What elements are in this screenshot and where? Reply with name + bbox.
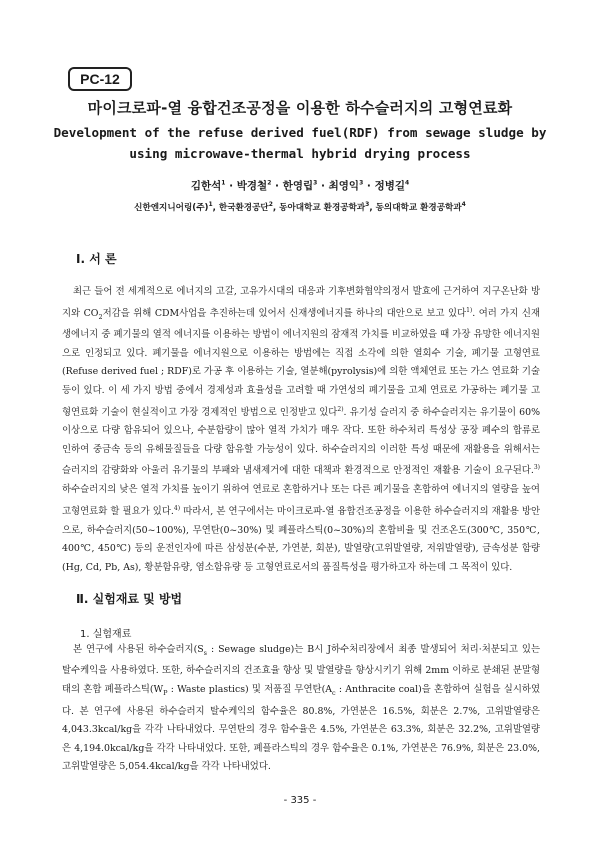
affiliation-1: 신한엔지니어링(주)$^1$	[134, 201, 213, 213]
subsection-title-materials: 1. 실험재료	[80, 629, 132, 640]
title-en-line-2: using microwave-thermal hybrid drying process	[129, 146, 471, 161]
author-5: 정병길$^4$	[374, 179, 410, 192]
affiliation-list: 신한엔지니어링(주)$^1$, 한국환경공단$^2$, 동아대학교 환경공학과$^3$, 동의대학교 환경공학과$^4$	[134, 201, 466, 213]
title-en-line-1: Development of the refuse derived fuel(RDF) from sewage sludge by	[53, 125, 547, 140]
author-3: 한영립$^3$	[282, 179, 318, 192]
materials-paragraph: 본 연구에 사용된 하수슬러지($S_s$ : Sewage sludge)는 B시 J하수처리장에서 최종 발생되어 처리·처분되고 있는 탈수케익을 사용하였다. 또한, 하수슬러지의 건조효율 향상 및 발열량을 향상시키기 위해 2mm 이하로 분쇄된 분말형태의 혼합 폐플라스틱($W_P$ : Waste plastics) 및 저품질 무연탄($A_c$ : Anthracite coal)을 혼합하여 실험을 실시하였다. 본 연구에 사용된 하수슬러지 탈수케익의 함수율은 80.8%, 가연분은 16.5%, 회분은 2.7%, 고위발열량은 4,043.3kcal/kg을 각각 나타내었다. 무연탄의 경우 함수율은 4.5%, 가연분은 63.3%, 회분은 32.2%, 고위발열량은 4,194.0kcal/kg을 각각 나타내었다. 또한, 폐플라스틱의 경우 함수율은 0.1%, 가연분은 76.9%, 회분은 23.0%, 고위발열량은 5,054.4kcal/kg을 각각 나타내었다.	[62, 644, 541, 773]
introduction-paragraph: 최근 들어 전 세계적으로 에너지의 고갈, 고유가시대의 대응과 기후변화협약의정서 발효에 근거하여 지구온난화 방지와 $CO_2$저감을 위해 CDM사업을 추진하는데 있어서 신재생에너지를 하나의 대안으로 보고 있다$^{1)}$. 여러 가지 신재생에너지 중 폐기물의 열적 에너지를 이용하는 방법이 에너지원의 잠재적 가치를 비교하였을 때 가장 유망한 에너지원으로 인정되고 있다. 폐기물을 에너지원으로 이용하는 방법에는 직접 소각에 의한 열회수 기술, 폐기물 고형연료(Refuse derived fuel ; RDF)로 가공 후 이용하는 기술, 열분해(pyrolysis)에 의한 액체연료 또는 가스 연료화 기술 등이 있다. 이 세 가지 방법 중에서 경제성과 효율성을 고려할 때 가연성의 폐기물을 고체 연료로 가공하는 폐기물 고형연료화 기술이 현실적이고 가장 경제적인 방법으로 인정받고 있다$^{2)}$. 유기성 슬러지 중 하수슬러지는 유기물이 60% 이상으로 다량 함유되어 있으나, 수분함량이 많아 열적 가치가 매우 작다. 또한 하수처리 특성상 공장 폐수의 합류로 인하여 중금속 등의 유해물질들을 다량 함유할 가능성이 있다. 하수슬러지의 이러한 특성 때문에 재활용을 위해서는 슬러지의 감량화와 아울러 유기물의 부패와 냄새제거에 대한 대책과 환경적으로 안정적인 재활용 기술이 요구된다.$^{3)}$ 하수슬러지의 낮은 열적 가치를 높이기 위하여 연료로 혼합하거나 또는 다른 폐기물을 혼합하여 에너지의 열량을 높여 고형연료화 할 필요가 있다.$^{4)}$ 따라서, 본 연구에서는 마이크로파-열 융합건조공정을 이용한 하수슬러지의 재활용 방안으로, 하수슬러지(50~100%), 무연탄(0~30%) 및 폐플라스틱(0~30%)의 혼합비율 및 건조온도(300℃, 350℃, 400℃, 450℃) 등의 운전인자에 따른 삼성분(수분, 가연분, 회분), 발열량(고위발열량, 저위발열량), 금속성분 함량(Hg, Cd, Pb, As), 황분함유량, 염소함유량 등 고형연료로서의 품질특성을 평가하고자 하는데 그 목적이 있다.	[62, 286, 541, 573]
paper-title-korean: 마이크로파-열 융합건조공정을 이용한 하수슬러지의 고형연료화	[87, 99, 513, 117]
author-4: 최영익$^3$	[328, 179, 364, 192]
author-2: 박경철$^2$	[236, 179, 272, 192]
author-list: 김한석$^1$ · 박경철$^2$ · 한영립$^3$ · 최영익$^3$ · 정병길$^4$	[190, 179, 410, 192]
author-1: 김한석$^1$	[190, 179, 226, 192]
affiliation-2: 한국환경공단$^2$	[218, 201, 273, 213]
abstract-id-badge: PC-12	[68, 67, 132, 91]
affiliation-3: 동아대학교 환경공학과$^3$	[279, 201, 370, 213]
section-title-methods: Ⅱ. 실험재료 및 방법	[76, 592, 183, 606]
page-number: - 335 -	[283, 795, 317, 806]
section-title-introduction: Ⅰ. 서 론	[76, 252, 117, 266]
affiliation-4: 동의대학교 환경공학과$^4$	[375, 201, 466, 213]
paper-title-english	[40, 122, 560, 164]
